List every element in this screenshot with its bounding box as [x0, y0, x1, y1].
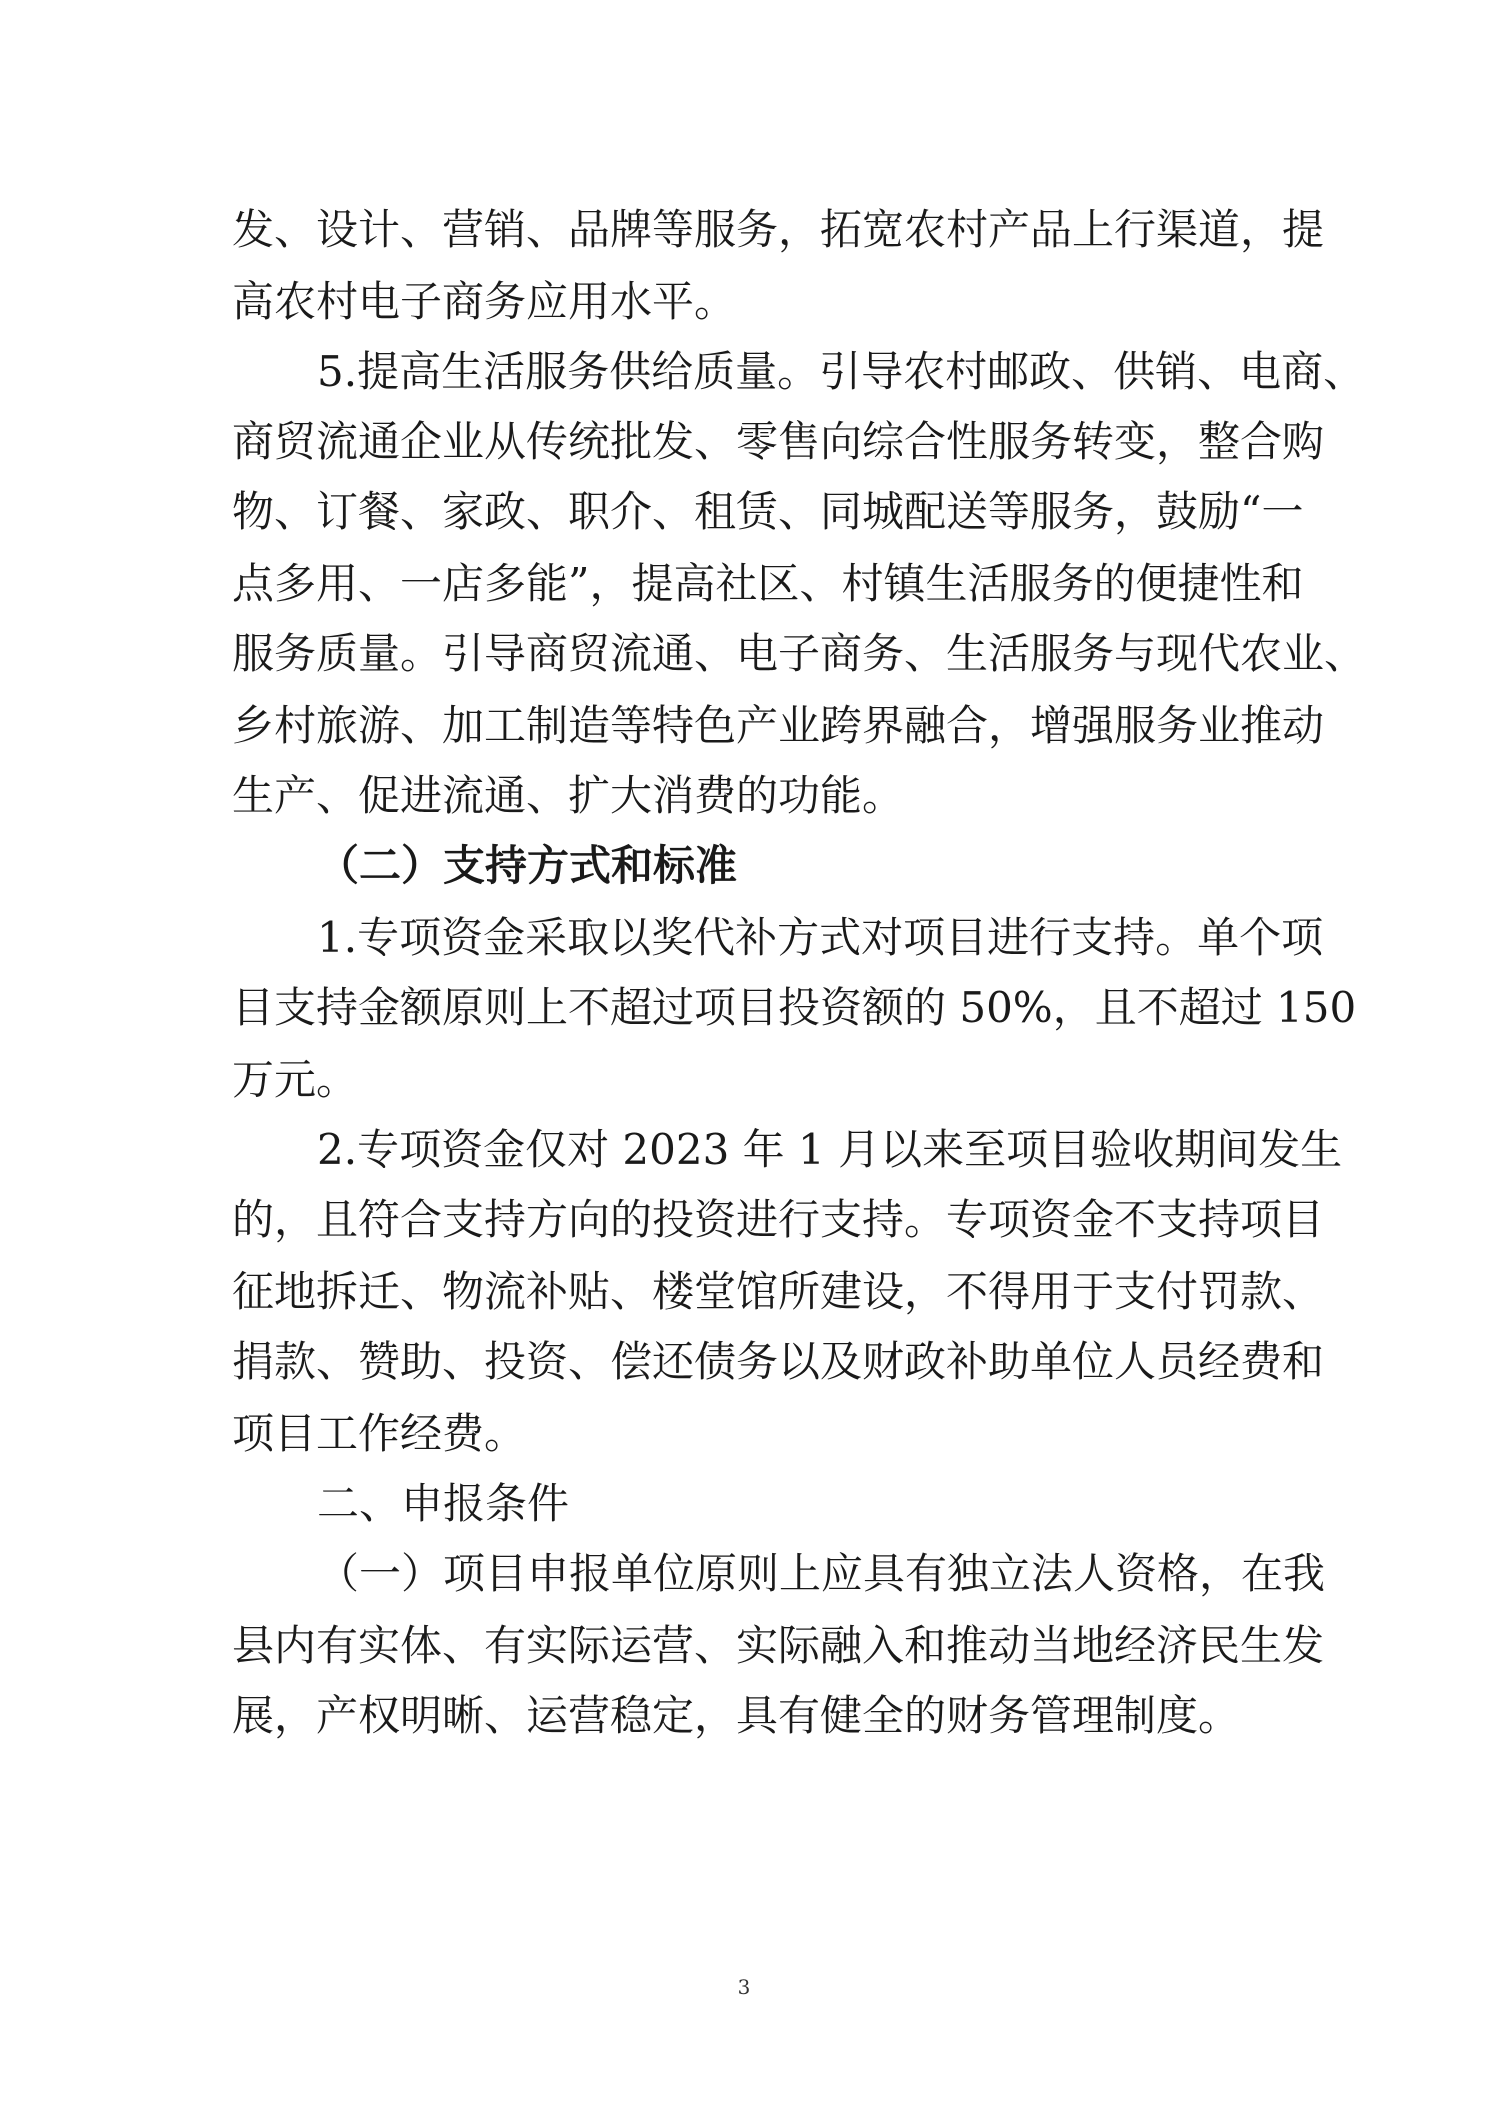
paragraph-line: 点多用、一店多能”，提高社区、村镇生活服务的便捷性和 — [232, 559, 1304, 608]
paragraph-line: 服务质量。引导商贸流通、电子商务、生活服务与现代农业、 — [232, 629, 1367, 678]
paragraph-line: 5.提高生活服务供给质量。引导农村邮政、供销、电商、 — [317, 347, 1366, 396]
paragraph-line: 商贸流通企业从传统批发、零售向综合性服务转变，整合购 — [232, 417, 1325, 466]
paragraph-line: 生产、促进流通、扩大消费的功能。 — [232, 771, 905, 820]
paragraph-line: 捐款、赞助、投资、偿还债务以及财政补助单位人员经费和 — [232, 1337, 1325, 1386]
paragraph-line: 物、订餐、家政、职介、租赁、同城配送等服务，鼓励“一 — [232, 487, 1304, 536]
paragraph-line: 1.专项资金采取以奖代补方式对项目进行支持。单个项 — [317, 913, 1324, 962]
paragraph-line: （一）项目申报单位原则上应具有独立法人资格，在我 — [317, 1549, 1326, 1598]
section-heading: 二、申报条件 — [317, 1479, 570, 1528]
paragraph-line: 万元。 — [232, 1055, 359, 1104]
paragraph-line: 展，产权明晰、运营稳定，具有健全的财务管理制度。 — [232, 1691, 1241, 1740]
paragraph-line: 乡村旅游、加工制造等特色产业跨界融合，增强服务业推动 — [232, 701, 1325, 750]
paragraph-line: 2.专项资金仅对 2023 年 1 月以来至项目验收期间发生 — [317, 1125, 1343, 1174]
paragraph-line: 发、设计、营销、品牌等服务，拓宽农村产品上行渠道，提 — [232, 205, 1325, 254]
paragraph-line: 目支持金额原则上不超过项目投资额的 50%，且不超过 150 — [232, 983, 1357, 1032]
paragraph-line: 县内有实体、有实际运营、实际融入和推动当地经济民生发 — [232, 1621, 1325, 1670]
paragraph-line: 高农村电子商务应用水平。 — [232, 277, 737, 326]
paragraph-line: 的，且符合支持方向的投资进行支持。专项资金不支持项目 — [232, 1195, 1325, 1244]
paragraph-line: 项目工作经费。 — [232, 1409, 527, 1458]
section-heading: （二）支持方式和标准 — [317, 841, 738, 890]
paragraph-line: 征地拆迁、物流补贴、楼堂馆所建设，不得用于支付罚款、 — [232, 1267, 1325, 1316]
page-number: 3 — [737, 1975, 751, 1999]
